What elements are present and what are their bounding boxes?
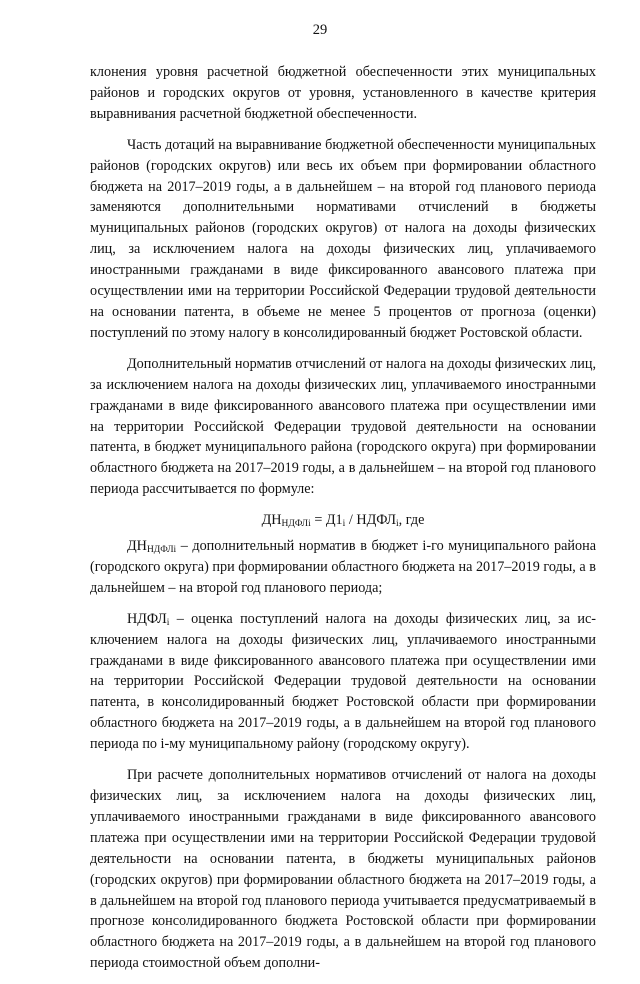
formula-divisor: / НДФЛ [345,512,397,529]
definition-ndfl [90,609,596,755]
formula-d1-subscript: i [342,519,346,530]
formula-tail: , где [398,512,425,529]
paragraph-calculation: При расчете дополнительных нормативов отчислений от налога на доходы физических лиц, за исключением налога на доходы физических лиц, уплачиваемого иностранными гражданами в виде фиксированного авансового платежа при осуществлении ими на территории Российской Федерации трудовой деятельности на основании патента, в бюджеты муниципальных районов (городских округов) при формировании областного бюджета на 2017–2019 годы, а в дальнейшем на второй год планового периода учитывается предусматриваемый в прогнозе консолидированного бюджета Ростовской области при формировании областного бюджета на 2017–2019 годы, а в дальнейшем на второй год планового периода стоимостной объем дополни- [90,767,596,972]
formula-lhs-subscript: НДФЛi [281,519,311,530]
definition-dn-term: ДН [127,538,147,555]
document-body [90,62,596,984]
formula-equals-d1: = Д1 [310,512,343,529]
page-number: 29 [312,22,328,38]
definition-ndfl-term: НДФЛ [127,610,167,627]
definition-dn [90,536,596,599]
formula-lhs: ДН [261,512,282,529]
paragraph-subsidy-replacement: Часть дотаций на выравнивание бюджетной обеспеченности муниципальных районов (городских округов) или весь их объем при формировании областного бюджета на 2017–2019 годы, а в дальнейшем – на второй год планового периода заменяются дополнительными нормативами отчислений в бюджеты муниципальных районов (городских округов) от налога на доходы физических лиц, за исключением налога на доходы физических лиц, уплачиваемого иностранными гражданами в виде фиксированного авансового платежа при осуществлении ими на территории Российской Федерации трудовой деятельности на основании патента, в объеме не менее 5 процентов от прогноза (оценки) поступлений по этому налогу в консолидированный бюджет Ростовской области. [90,136,596,341]
formula-divisor-subscript: i [396,519,399,530]
paragraph-additional-norm: Дополнительный норматив отчислений от налога на доходы физических лиц, за исключением налога на доходы физических лиц, уплачиваемого иностранными гражданами в виде фиксированного авансового платежа при осуществлении ими на территории Российской Федерации трудовой деятельности на основании патента, в бюджет муниципального района (городского округа) при формировании областного бюджета на 2017–2019 годы, а в дальнейшем – на второй год планового периода рассчитывается по формуле: [90,355,596,498]
paragraph-continuation: клонения уровня расчетной бюджетной обеспеченности этих муниципальных районов и городских округов от уровня, установленного в качестве критерия выравнивания расчетной бюджетной обеспеченности. [90,64,596,122]
definition-ndfl-subscript: i [166,617,170,628]
formula [90,510,596,531]
definition-dn-subscript: НДФЛi [146,545,177,556]
definition-dn-text: – дополнительный норматив в бюджет i-го муниципального района (городского округа) при формировании областного бюджета на 2017–2019 годы, а в дальнейшем – на второй год планового периода; [90,538,596,596]
definition-ndfl-text: – оценка поступлений налога на доходы физических лиц, за исключением налога на доходы физических лиц, уплачиваемого иностранными гражданами в виде фиксированного авансового платежа при осуществлении ими на территории Российской Федерации трудовой деятельности на основании патента, в консолидированный бюджет Ростовской области при формировании областного бюджета на 2017–2019 годы, а в дальнейшем на второй год планового периода по i-му муниципальному району (городскому округу). [90,610,596,753]
